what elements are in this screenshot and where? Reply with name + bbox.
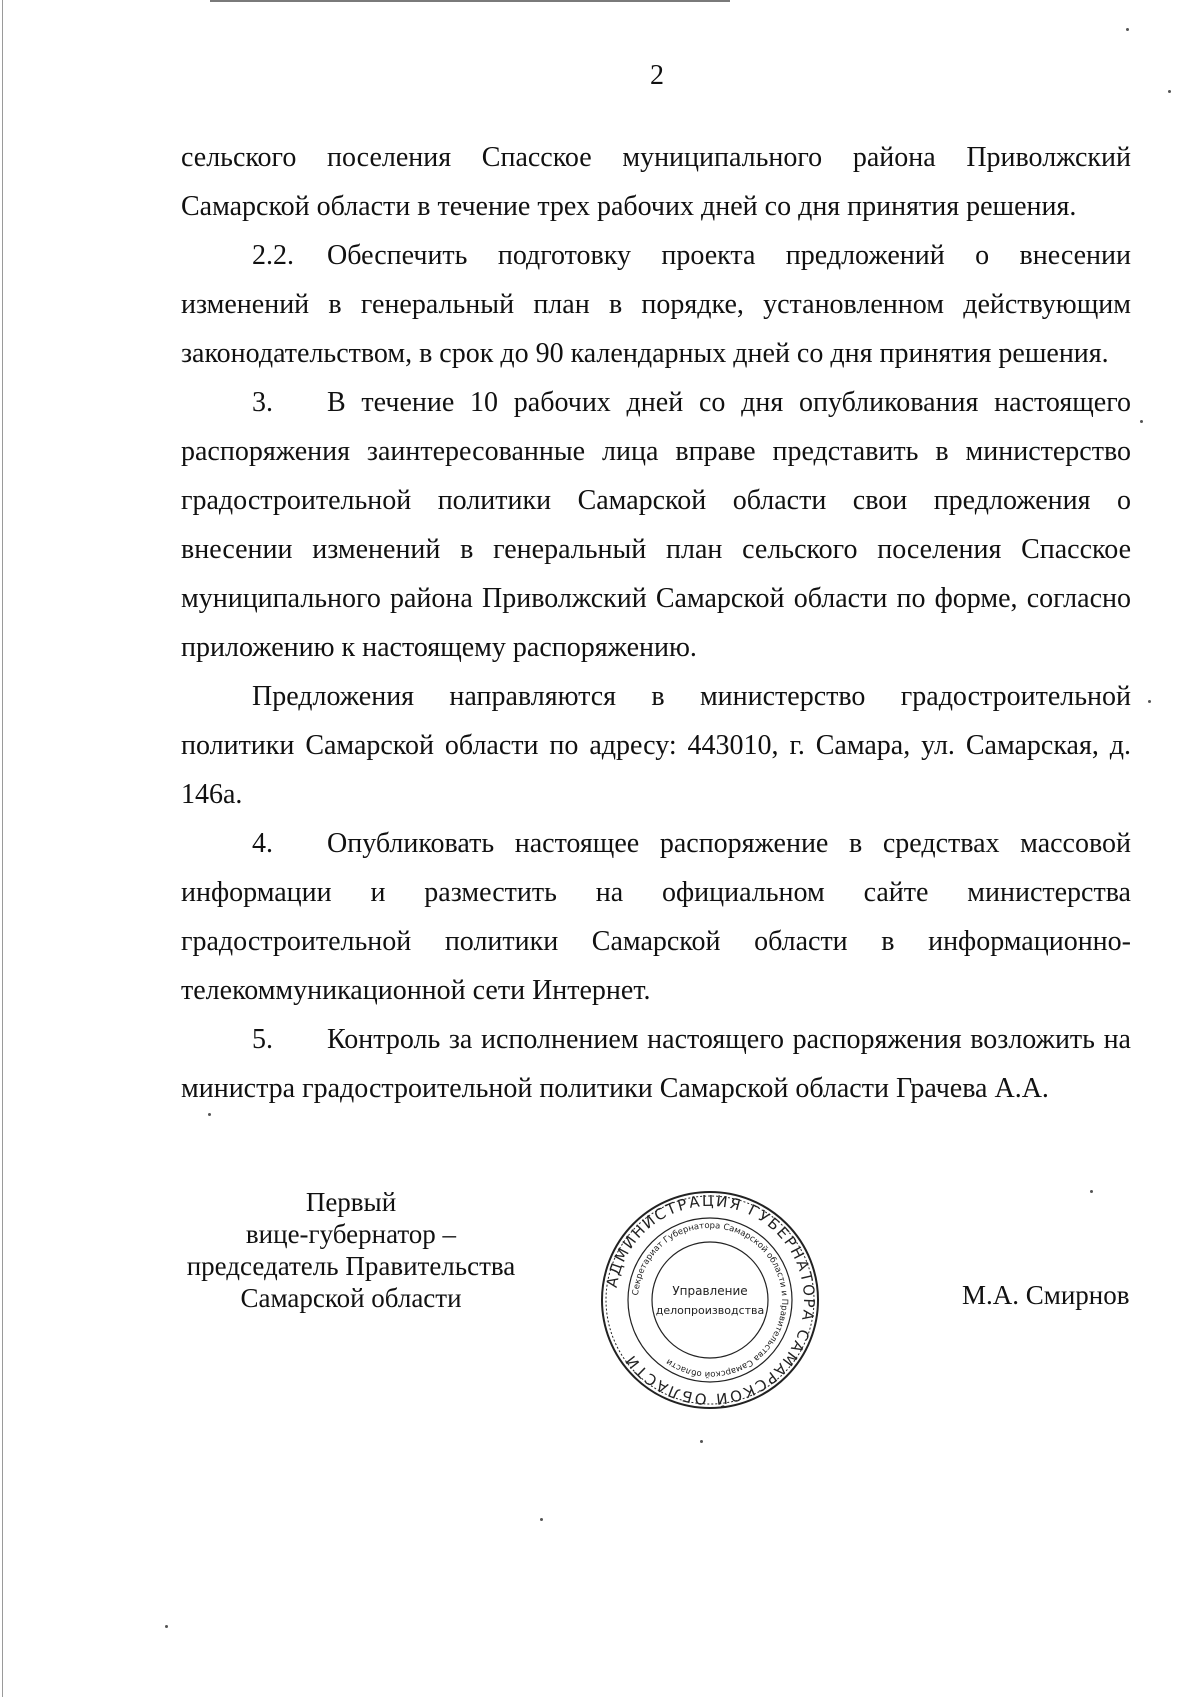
scan-speck bbox=[1090, 1190, 1093, 1193]
paragraph-number: 4. bbox=[252, 828, 273, 859]
paragraph-5 bbox=[181, 1015, 1131, 1113]
scan-edge-left bbox=[2, 0, 3, 1697]
signatory-title-line: председатель Правительства bbox=[186, 1251, 516, 1281]
paragraph-text: Обеспечить подготовку проекта предложений о внесении изменений в генеральный план в порядке, установленном действующим законодательством, в срок до 90 календарных дней со дня принятия решения. bbox=[181, 240, 1131, 369]
paragraph-number: 3. bbox=[252, 387, 273, 418]
scan-speck bbox=[1140, 420, 1143, 423]
scan-speck bbox=[208, 1113, 211, 1116]
paragraph-proposals-address bbox=[181, 672, 1131, 819]
scan-speck bbox=[1148, 700, 1151, 703]
seal-middle-text: Секретариат Губернатора Самарской области и Правительства Самарской области bbox=[631, 1220, 790, 1380]
scan-speck bbox=[540, 1518, 543, 1521]
seal-outer-text: АДМИНИСТРАЦИЯ ГУБЕРНАТОРА САМАРСКОЙ ОБЛАСТИ bbox=[602, 1191, 819, 1409]
signatory-title bbox=[170, 1186, 532, 1314]
paragraph-number: 2.2. bbox=[252, 240, 294, 271]
paragraph-number: 5. bbox=[252, 1024, 273, 1055]
signatory-title-line: Самарской области bbox=[240, 1283, 462, 1313]
scan-speck bbox=[165, 1625, 168, 1628]
paragraph-text: сельского поселения Спасское муниципального района Приволжский Самарской области в течение трех рабочих дней со дня принятия решения. bbox=[181, 142, 1131, 222]
scan-speck bbox=[1168, 90, 1171, 93]
paragraph-3 bbox=[181, 378, 1131, 672]
paragraph-text: Опубликовать настоящее распоряжение в средствах массовой информации и разместить на официальном сайте министерства градостроительной политики Самарской области в информационно-телекоммуникационной сети Интернет. bbox=[181, 828, 1131, 1006]
scan-edge-top bbox=[210, 0, 730, 2]
paragraph-continuation bbox=[181, 133, 1131, 231]
seal-center-line-1: Управление bbox=[672, 1284, 748, 1298]
paragraph-4 bbox=[181, 819, 1131, 1015]
paragraph-text: В течение 10 рабочих дней со дня опубликования настоящего распоряжения заинтересованные лица вправе представить в министерство градостроительной политики Самарской области свои предложения о внесении изменений в генеральный план сельского поселения Спасское муниципального района Приволжский Самарской области по форме, согласно приложению к настоящему распоряжению. bbox=[181, 387, 1131, 663]
official-seal bbox=[598, 1188, 822, 1412]
seal-center-ring bbox=[652, 1242, 768, 1358]
signatory-title-line: вице-губернатор – bbox=[245, 1219, 457, 1249]
signatory-title-line: Первый bbox=[305, 1187, 397, 1217]
document-body bbox=[181, 133, 1131, 1113]
paragraph-2-2 bbox=[181, 231, 1131, 378]
page-number: 2 bbox=[650, 60, 664, 91]
signatory-name: М.А. Смирнов bbox=[962, 1280, 1130, 1310]
paragraph-text: Контроль за исполнением настоящего распоряжения возложить на министра градостроительной политики Самарской области Грачева А.А. bbox=[181, 1024, 1131, 1104]
paragraph-text: Предложения направляются в министерство градостроительной политики Самарской области по адресу: 443010, г. Самара, ул. Самарская, д. 146а. bbox=[181, 681, 1131, 810]
seal-center-line-2: делопроизводства bbox=[655, 1304, 765, 1317]
scan-speck bbox=[700, 1440, 703, 1443]
scan-speck bbox=[1126, 28, 1129, 31]
